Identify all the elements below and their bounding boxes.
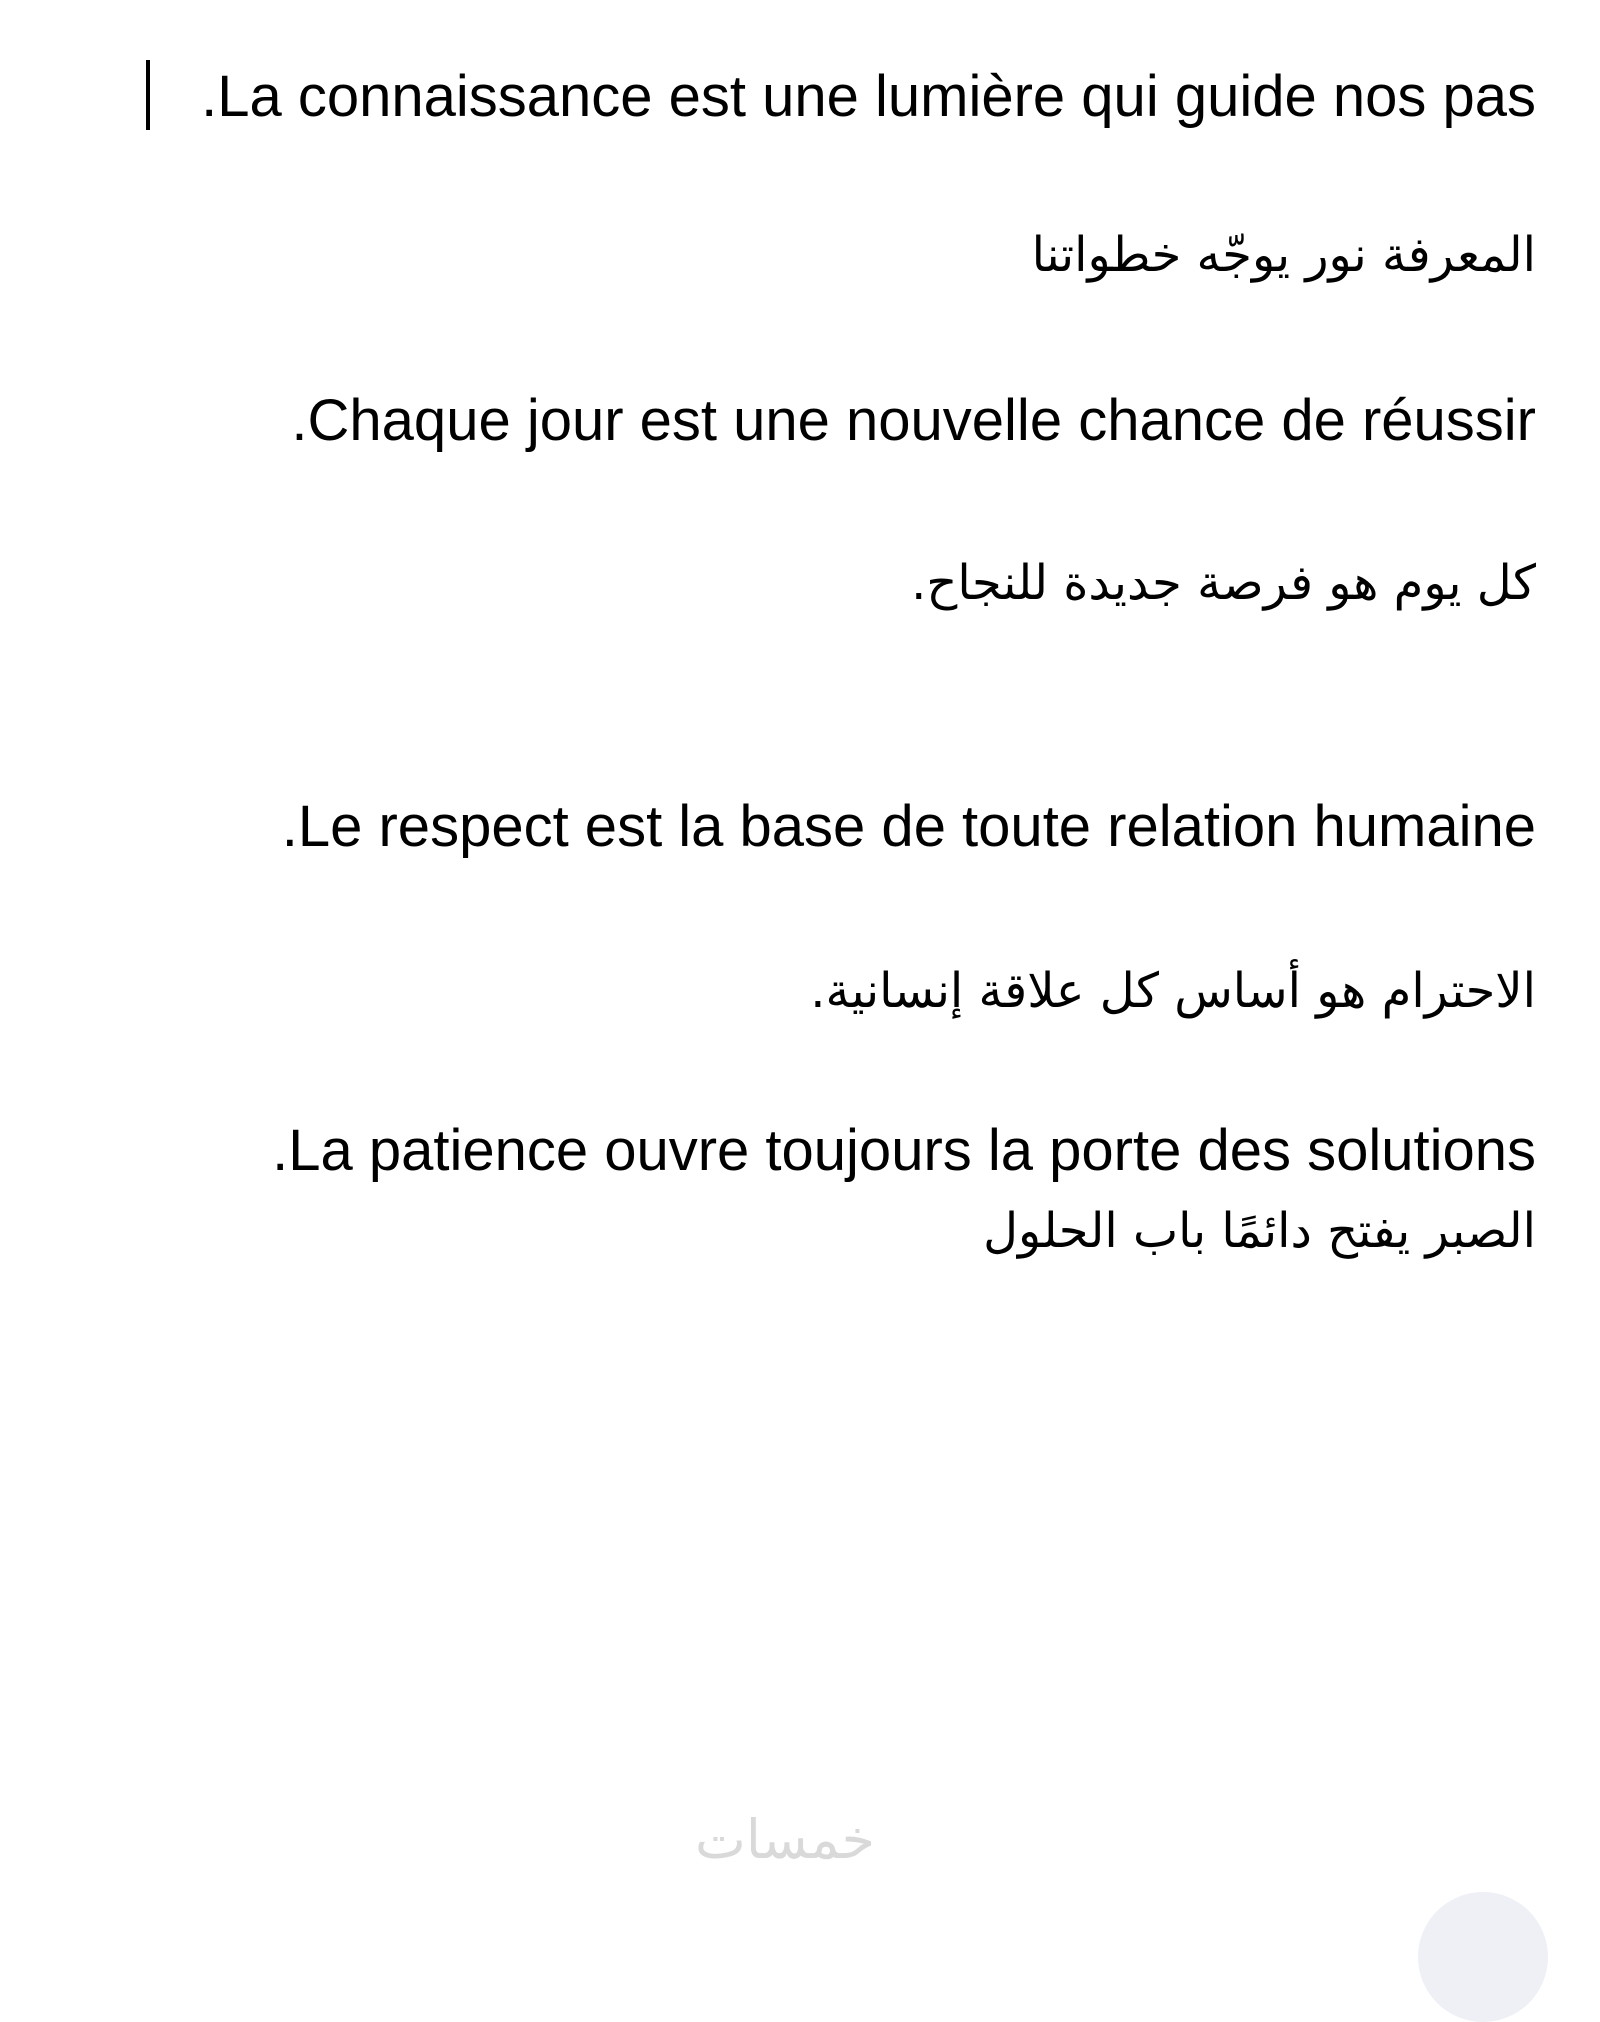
french-line-4: .La patience ouvre toujours la porte des solutions bbox=[272, 1118, 1536, 1183]
french-line-1: .La connaissance est une lumière qui guide nos pas bbox=[201, 64, 1536, 129]
arabic-line-2: كل يوم هو فرصة جديدة للنجاح. bbox=[911, 555, 1536, 611]
text-cursor bbox=[146, 60, 150, 130]
arabic-line-3: الاحترام هو أساس كل علاقة إنسانية. bbox=[810, 963, 1536, 1019]
arabic-line-1: المعرفة نور يوجّه خطواتنا bbox=[1031, 227, 1536, 283]
french-line-3: .Le respect est la base de toute relation humaine bbox=[281, 794, 1536, 859]
floating-action-button[interactable] bbox=[1418, 1892, 1548, 2022]
watermark-logo: خمسات bbox=[695, 1808, 876, 1871]
french-line-2: .Chaque jour est une nouvelle chance de réussir bbox=[291, 388, 1536, 453]
arabic-line-4: الصبر يفتح دائمًا باب الحلول bbox=[983, 1203, 1536, 1259]
